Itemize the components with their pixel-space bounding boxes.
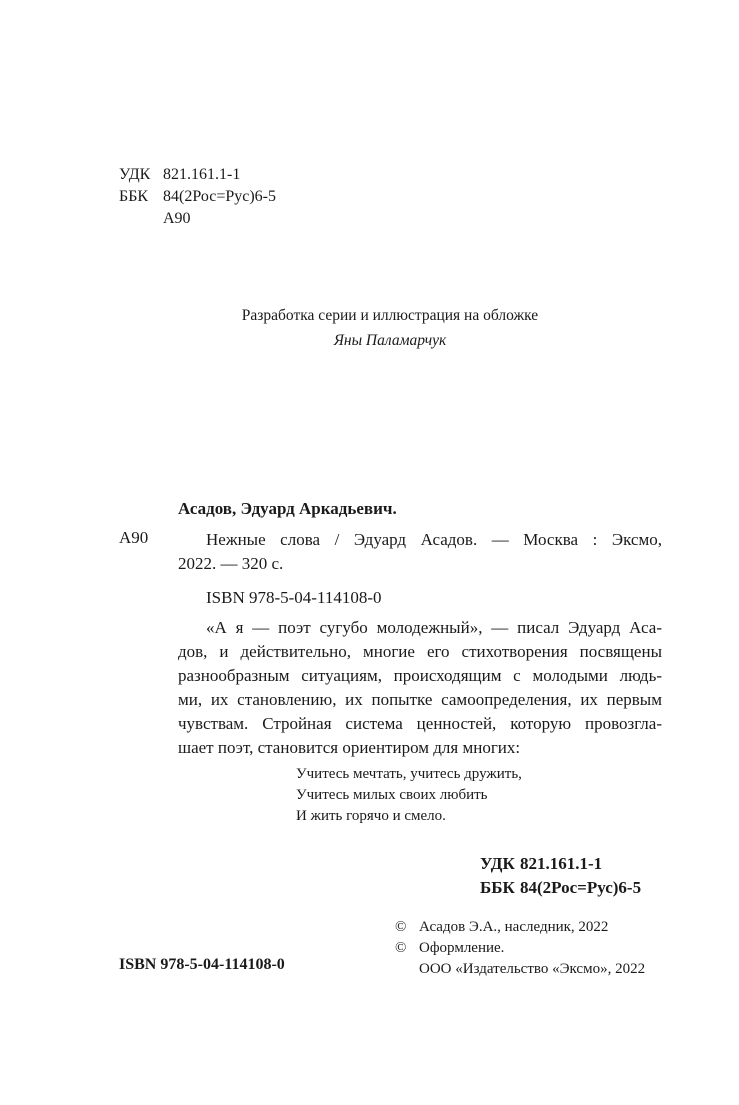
bibliography-description-line1: Нежные слова / Эдуард Асадов. — Москва : Эксмо,	[206, 530, 662, 549]
copyright-row	[395, 959, 645, 980]
udk-label: УДК	[119, 166, 151, 183]
bbk-label: ББК	[480, 878, 515, 897]
bibliography-description-line2: 2022. — 320 с.	[178, 554, 284, 573]
copyright-line: Оформление.	[419, 940, 505, 956]
udk-value: 821.161.1-1	[163, 166, 241, 183]
credits-name: Яны Паламарчук	[333, 332, 447, 349]
abstract-line: дов, и действительно, многие его стихотворения посвящены	[178, 642, 662, 661]
poem-line: И жить горячо и смело.	[296, 808, 446, 824]
bibliography-isbn: ISBN 978-5-04-114108-0	[206, 588, 382, 607]
abstract-line: ми, их становлению, их попытке самоопределения, их первым	[178, 690, 662, 709]
abstract-line: шает поэт, становится ориентиром для многих:	[178, 738, 521, 757]
bibliography-author: Асадов, Эдуард Аркадьевич.	[178, 499, 397, 518]
isbn-bottom: ISBN 978-5-04-114108-0	[119, 956, 285, 973]
author-mark-row	[119, 208, 276, 230]
copyright-line: Асадов Э.А., наследник, 2022	[419, 919, 609, 935]
copyright-line: ООО «Издательство «Эксмо», 2022	[419, 961, 646, 977]
author-mark: А90	[163, 210, 191, 227]
poem-line: Учитесь мечтать, учитесь дружить,	[296, 766, 522, 782]
abstract-line: «А я — поэт сугубо молодежный», — писал Эдуард Аса-	[206, 618, 662, 637]
copyright-icon: ©	[395, 919, 407, 935]
abstract-line: разнообразным ситуациям, происходящим с молодыми людь-	[178, 666, 662, 685]
udk-row	[119, 164, 276, 186]
copyright-icon: ©	[395, 940, 407, 956]
classification-bottom	[480, 852, 641, 900]
copyright-row	[395, 938, 645, 959]
classification-top	[119, 164, 276, 230]
bbk-value: 84(2Рос=Рус)6-5	[520, 878, 642, 897]
udk-row	[480, 852, 641, 876]
bbk-row	[119, 186, 276, 208]
udk-value: 821.161.1-1	[520, 854, 603, 873]
poem	[296, 764, 522, 827]
bbk-value: 84(2Рос=Рус)6-5	[163, 188, 277, 205]
bbk-row	[480, 876, 641, 900]
copyright	[395, 917, 645, 980]
copyright-row	[395, 917, 645, 938]
udk-label: УДК	[480, 854, 515, 873]
bbk-label: ББК	[119, 188, 149, 205]
poem-line: Учитесь милых своих любить	[296, 787, 488, 803]
bibliography-author-mark: А90	[119, 528, 149, 547]
credits-line: Разработка серии и иллюстрация на обложке	[241, 307, 539, 324]
abstract-line: чувствам. Стройная система ценностей, которую провозгла-	[178, 714, 662, 733]
abstract	[178, 616, 662, 760]
